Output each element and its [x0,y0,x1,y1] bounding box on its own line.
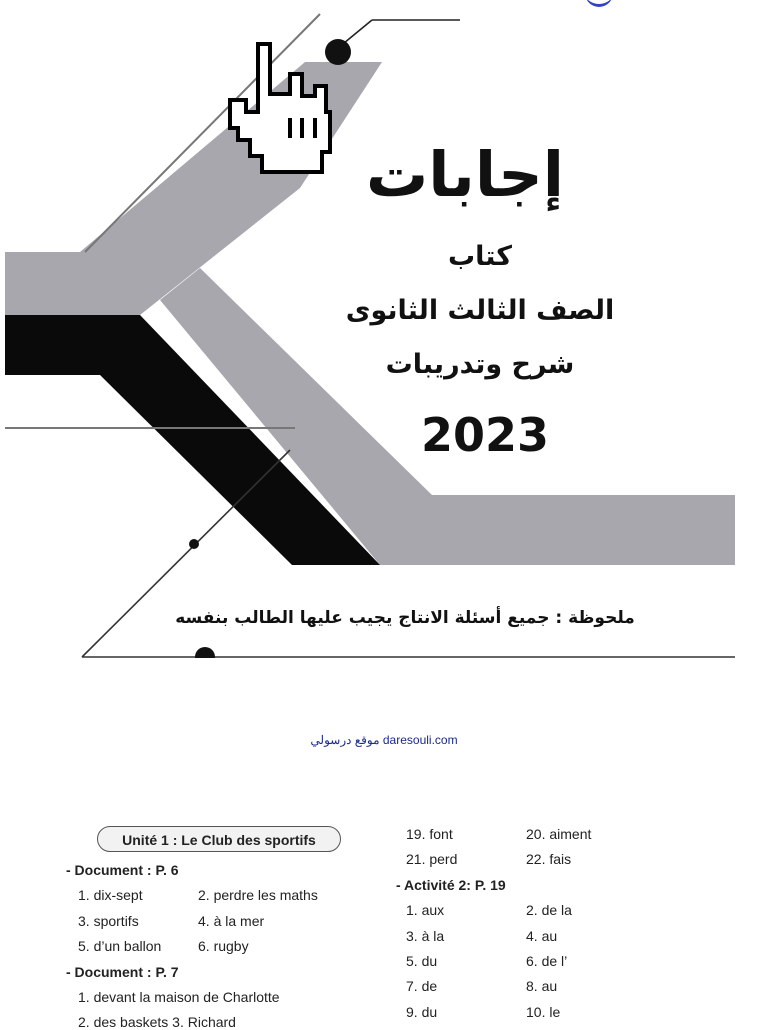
answer-item: 1. aux [406,902,445,918]
answer-item: 5. d’un ballon [78,938,162,954]
answer-item: 22. fais [526,851,572,867]
answer-item: 6. rugby [198,938,249,954]
dot-top [325,39,351,65]
answer-item: 9. du [406,1004,438,1020]
cover-note: ملحوظة : جميع أسئلة الانتاج يجيب عليها الطالب بنفسه [175,608,635,628]
cover-year: 2023 [420,408,550,462]
answer-item: 6. de l’ [526,953,568,969]
cover-book-label: كتاب [448,241,512,272]
answer-item: 19. font [406,826,453,842]
answer-item: 2. de la [526,902,572,918]
dot-mid [189,539,199,549]
answer-item: 21. perd [406,851,458,867]
answer-item: 20. aiment [526,826,592,842]
cover-subtitle: شرح وتدريبات [385,349,575,380]
answers-right-column [396,826,696,1024]
answer-item: 1. devant la maison de Charlotte [78,989,280,1005]
answer-item: 3. sportifs [78,913,139,929]
unit-title: Unité 1 : Le Club des sportifs [97,826,341,852]
section-heading: - Document : P. 6 [66,862,179,878]
section-heading: - Document : P. 7 [66,964,179,980]
answer-item: 5. du [406,953,438,969]
answer-item: 4. au [526,928,558,944]
cover-grade: الصف الثالث الثانوى [345,295,615,326]
answer-item: 4. à la mer [198,913,265,929]
site-credit[interactable]: موقع درسولي daresouli.com [310,733,458,747]
cover-title: إجابات [365,138,565,211]
answer-item: 8. au [526,978,558,994]
answers-left-column [66,862,366,1030]
answer-item: 2. des baskets 3. Richard [78,1014,236,1030]
answer-item: 3. à la [406,928,445,944]
answer-item: 7. de [406,978,438,994]
section-heading: - Activité 2: P. 19 [396,877,506,893]
answer-item: 10. le [526,1004,561,1020]
answer-item: 2. perdre les maths [198,887,318,903]
answer-item: 1. dix-sept [78,887,143,903]
